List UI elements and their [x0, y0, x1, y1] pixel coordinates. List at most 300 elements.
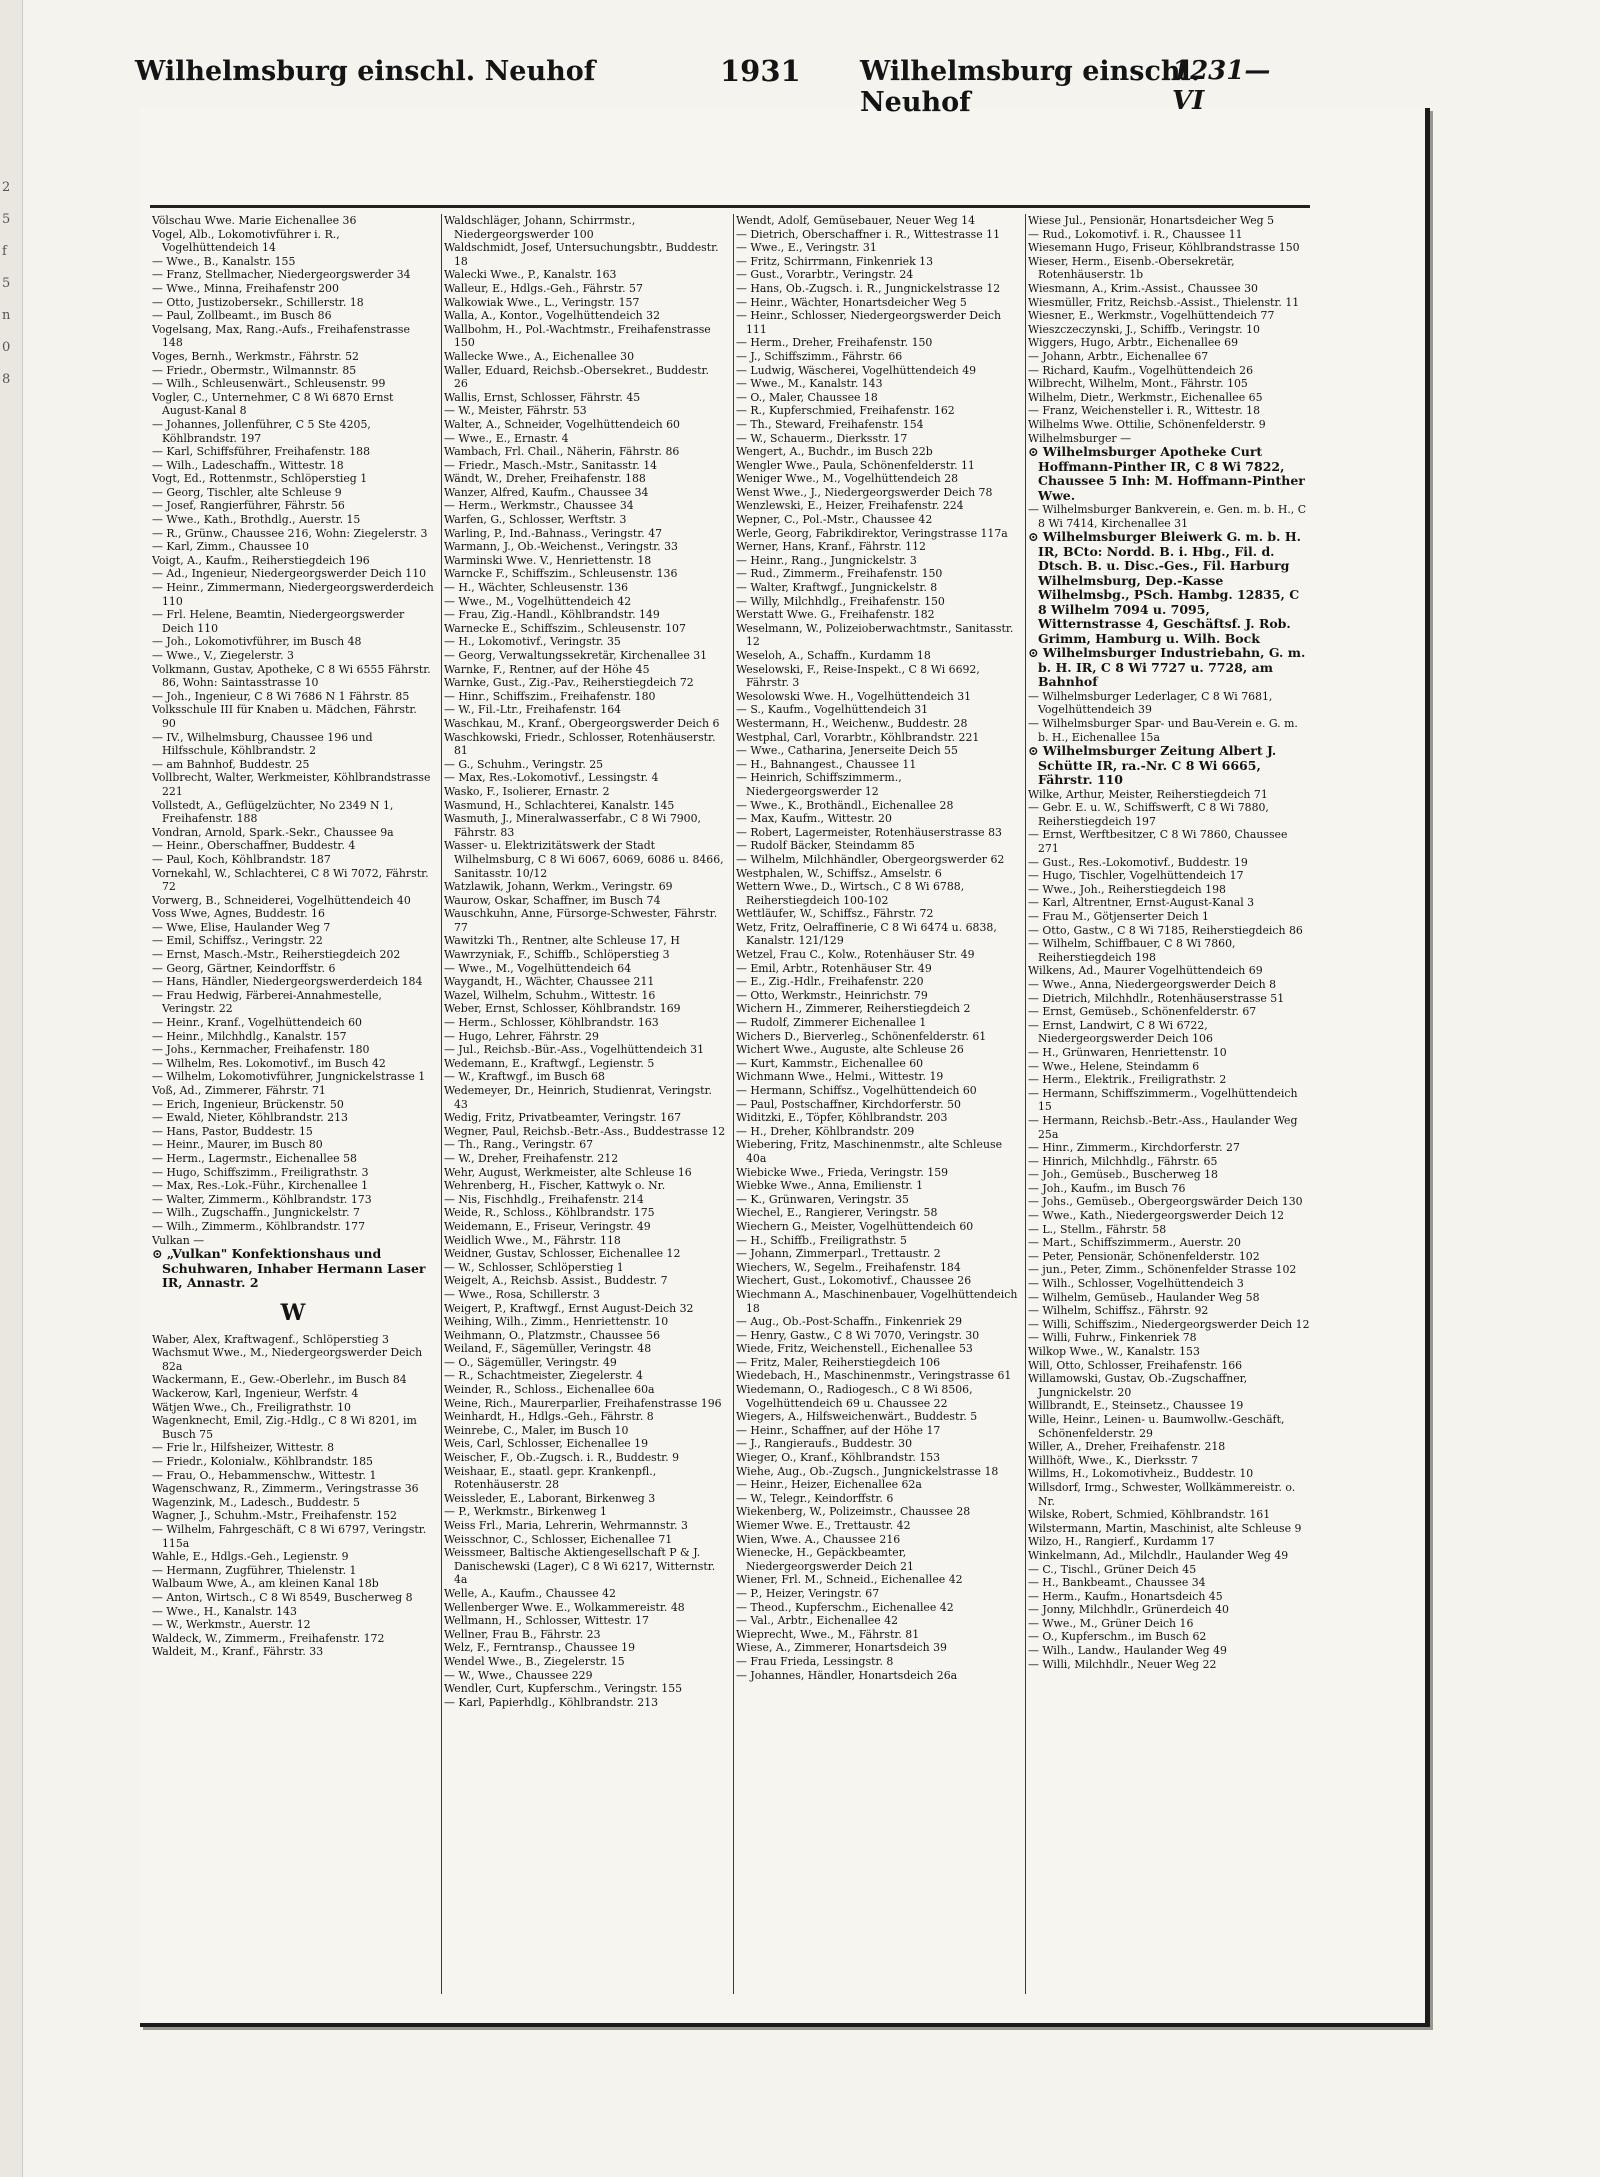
directory-entry: — Friedr., Masch.-Mstr., Sanitasstr. 14: [444, 458, 658, 472]
directory-entry: — Karl, Zimm., Chaussee 10: [152, 540, 309, 554]
directory-entry: Waller, Eduard, Reichsb.-Obersekret., Buddestr. 26: [444, 363, 709, 391]
directory-entry: — Jonny, Milchhdlr., Grünerdeich 40: [1028, 1603, 1229, 1617]
directory-entry: Wawitzki Th., Rentner, alte Schleuse 17, H: [444, 934, 680, 948]
directory-entry: Wichers D., Bierverleg., Schönenfelderstr. 61: [736, 1029, 987, 1043]
directory-entry: — Gust., Res.-Lokomotivf., Buddestr. 19: [1028, 855, 1248, 869]
directory-entry: Wienecke, H., Gepäckbeamter, Niedergeorgswerder Deich 21: [736, 1546, 914, 1573]
directory-entry: Waschkowski, Friedr., Schlosser, Rotenhäuserstr. 81: [444, 730, 716, 758]
directory-entry: Wiechert, Gust., Lokomotivf., Chaussee 26: [736, 1274, 972, 1288]
directory-entry: Wendt, Adolf, Gemüsebauer, Neuer Weg 14: [736, 214, 975, 227]
directory-entry: Voss Wwe, Agnes, Buddestr. 16: [152, 907, 325, 921]
directory-entry: Wagenzink, M., Ladesch., Buddestr. 5: [152, 1495, 360, 1509]
edge-fragment: 2: [2, 180, 11, 195]
directory-entry: — Heinr., Zimmermann, Niedergeorgswerderdeich 110: [152, 581, 434, 608]
directory-entry: Wilhelmsburger —: [1028, 431, 1131, 445]
directory-entry: Wiebke Wwe., Anna, Emilienstr. 1: [736, 1179, 924, 1193]
directory-entry: Vogel, Alb., Lokomotivführer i. R., Vogelhüttendeich 14: [152, 227, 340, 255]
directory-entry: Wieszczeczynski, J., Schiffb., Veringstr. 10: [1028, 322, 1260, 336]
directory-entry: — Hans, Ob.-Zugsch. i. R., Jungnickelstrasse 12: [736, 281, 1001, 295]
directory-entry: — Hans, Pastor, Buddestr. 15: [152, 1124, 313, 1138]
header-year: 1931: [720, 54, 801, 88]
directory-entry: — Wwe., Rosa, Schillerstr. 3: [444, 1287, 600, 1301]
directory-entry: — W., Dreher, Freihafenstr. 212: [444, 1151, 619, 1165]
directory-entry: — Max, Res.-Lok.-Führ., Kirchenallee 1: [152, 1179, 369, 1193]
directory-entry: — O., Sägemüller, Veringstr. 49: [444, 1355, 617, 1369]
directory-entry: Werle, Georg, Fabrikdirektor, Veringstrasse 117a: [736, 526, 1008, 540]
directory-entry: Weihmann, O., Platzmstr., Chaussee 56: [444, 1328, 661, 1342]
directory-entry: — Heinr., Heizer, Eichenallee 62a: [736, 1478, 922, 1492]
directory-entry: — Georg, Gärtner, Keindorffstr. 6: [152, 961, 336, 975]
directory-entry: — Wwe., M., Vogelhüttendeich 42: [444, 594, 632, 608]
directory-entry: — Friedr., Kolonialw., Köhlbrandstr. 185: [152, 1454, 373, 1468]
directory-entry: Wiesmann, A., Krim.-Assist., Chaussee 30: [1028, 281, 1258, 295]
directory-entry: Waschkau, M., Kranf., Obergeorgswerder Deich 6: [444, 716, 720, 730]
directory-entry: Wiechers, W., Segelm., Freihafenstr. 184: [736, 1260, 961, 1274]
directory-entry: — Josef, Rangierführer, Fährstr. 56: [152, 499, 345, 513]
directory-entry: Warnke, Gust., Zig.-Pav., Reiherstiegdeich 72: [444, 676, 694, 690]
directory-entry: Wellner, Frau B., Fährstr. 23: [444, 1627, 601, 1641]
directory-entry: — Ernst, Landwirt, C 8 Wi 6722, Niedergeorgswerder Deich 106: [1028, 1018, 1213, 1046]
directory-entry: Wätjen Wwe., Ch., Freiligrathstr. 10: [152, 1400, 351, 1414]
directory-entry: — Franz, Stellmacher, Niedergeorgswerder 34: [152, 268, 411, 282]
directory-entry: Wasmuth, J., Mineralwasserfabr., C 8 Wi 7900, Fährstr. 83: [444, 812, 702, 839]
directory-entry: — Wilh., Ladeschaffn., Wittestr. 18: [152, 458, 344, 472]
directory-entry: — Karl, Papierhdlg., Köhlbrandstr. 213: [444, 1695, 659, 1709]
column-2: [444, 214, 726, 1994]
directory-entry: — Franz, Weichensteller i. R., Wittestr. 18: [1028, 404, 1261, 418]
directory-entry: Wiesner, E., Werkmstr., Vogelhüttendeich 77: [1028, 309, 1275, 323]
directory-entry: Wilkens, Ad., Maurer Vogelhüttendeich 69: [1028, 964, 1263, 978]
directory-entry: Voigt, A., Kaufm., Reiherstiegdeich 196: [152, 553, 370, 567]
directory-entry: — H., Schiffb., Freiligrathstr. 5: [736, 1233, 907, 1247]
directory-entry: — Hugo, Schiffszimm., Freiligrathstr. 3: [152, 1165, 369, 1179]
directory-entry: — Fritz, Schirrmann, Finkenriek 13: [736, 254, 934, 268]
directory-entry: — Hinrich, Milchhdlg., Fährstr. 65: [1028, 1154, 1218, 1168]
directory-entry: Wichert Wwe., Auguste, alte Schleuse 26: [736, 1043, 964, 1057]
directory-entry: Walter, A., Schneider, Vogelhüttendeich 60: [444, 417, 680, 431]
directory-entry: Waldeit, M., Kranf., Fährstr. 33: [152, 1645, 324, 1659]
directory-entry: — Frau, Zig.-Handl., Köhlbrandstr. 149: [444, 608, 660, 622]
directory-entry: Weinder, R., Schloss., Eichenallee 60a: [444, 1383, 655, 1397]
section-letter: W: [280, 1299, 306, 1326]
directory-entry: — Wwe., M., Grüner Deich 16: [1028, 1616, 1194, 1630]
directory-entry: Watzlawik, Johann, Werkm., Veringstr. 69: [444, 880, 673, 894]
directory-entry: Wilke, Arthur, Meister, Reiherstiegdeich 71: [1028, 787, 1268, 801]
directory-entry: ⊙ Wilhelmsburger Bleiwerk G. m. b. H. IR, BCto: Nordd. B. i. Hbg., Fil. d. Dtsch. B. u. Disc.-Ges., Fil. Harburg Wilhelmsburg, Dep.-Kasse Wilhelmsbg., PSch. Hambg. 12835, C 8 Wilhelm 7094 u. 7095, Witternstrasse 4, Geschäftsf. J. Rob. Grimm, Hamburg u. Wilh. Bock: [1028, 529, 1302, 646]
directory-entry: Wengler Wwe., Paula, Schönenfelderstr. 11: [736, 458, 975, 472]
directory-entry: — Wwe., Kath., Niedergeorgswerder Deich 12: [1028, 1209, 1285, 1223]
directory-entry: Wasko, F., Isolierer, Ernastr. 2: [444, 784, 610, 798]
directory-entry: — Hugo, Lehrer, Fährstr. 29: [444, 1029, 599, 1043]
directory-entry: Wahle, E., Hdlgs.-Geh., Legienstr. 9: [152, 1550, 349, 1564]
directory-entry: — Herm., Schlosser, Köhlbrandstr. 163: [444, 1016, 659, 1030]
directory-entry: Wellmann, H., Schlosser, Wittestr. 17: [444, 1614, 649, 1628]
directory-entry: — W., Wwe., Chaussee 229: [444, 1668, 593, 1682]
directory-entry: Wedemann, E., Kraftwgf., Legienstr. 5: [444, 1056, 655, 1070]
directory-entry: Westermann, H., Weichenw., Buddestr. 28: [736, 716, 968, 730]
directory-entry: — Wwe., M., Kanalstr. 143: [736, 377, 883, 391]
directory-entry: — Karl, Schiffsführer, Freihafenstr. 188: [152, 445, 370, 459]
directory-entry: Wilske, Robert, Schmied, Köhlbrandstr. 161: [1028, 1508, 1271, 1522]
directory-entry: Waldschläger, Johann, Schirrmstr., Niedergeorgswerder 100: [444, 214, 636, 241]
directory-entry: — Gust., Vorarbtr., Veringstr. 24: [736, 268, 914, 282]
directory-entry: — Paul, Postschaffner, Kirchdorferstr. 50: [736, 1097, 961, 1111]
directory-entry: — Emil, Arbtr., Rotenhäuser Str. 49: [736, 961, 932, 975]
directory-entry: Weiss Frl., Maria, Lehrerin, Wehrmannstr. 3: [444, 1519, 688, 1532]
directory-entry: — Wwe., Catharina, Jenerseite Deich 55: [736, 744, 958, 758]
directory-entry: — H., Wächter, Schleusenstr. 136: [444, 581, 629, 595]
directory-entry: Wilhelm, Dietr., Werkmstr., Eichenallee 65: [1028, 390, 1263, 404]
directory-entry: Wilbrecht, Wilhelm, Mont., Fährstr. 105: [1028, 377, 1248, 391]
directory-entry: — Ernst, Werftbesitzer, C 8 Wi 7860, Chaussee 271: [1028, 828, 1288, 856]
directory-entry: Vogelsang, Max, Rang.-Aufs., Freihafenstrasse 148: [152, 322, 410, 350]
directory-entry: — Georg, Tischler, alte Schleuse 9: [152, 485, 342, 499]
directory-entry: — E., Zig.-Hdlr., Freihafenstr. 220: [736, 975, 924, 989]
directory-entry: Wilhelms Wwe. Ottilie, Schönenfelderstr. 9: [1028, 417, 1266, 431]
directory-entry: — Frl. Helene, Beamtin, Niedergeorgswerder Deich 110: [152, 608, 405, 635]
directory-entry: — J., Schiffszimm., Fährstr. 66: [736, 349, 903, 363]
header-left-title: Wilhelmsburg einschl. Neuhof: [135, 56, 596, 87]
edge-fragment: 8: [2, 372, 11, 387]
directory-entry: — Heinr., Oberschaffner, Buddestr. 4: [152, 839, 356, 853]
directory-entry: ⊙ „Vulkan" Konfektionshaus und Schuhwaren, Inhaber Hermann Laser IR, Annastr. 2: [152, 1246, 426, 1291]
directory-entry: Warminski Wwe. V., Henriettenstr. 18: [444, 553, 652, 567]
directory-entry: Wieprecht, Wwe., M., Fährstr. 81: [736, 1627, 920, 1641]
directory-entry: — Willi, Fuhrw., Finkenriek 78: [1028, 1331, 1197, 1345]
directory-entry: Wiener, Frl. M., Schneid., Eichenallee 42: [736, 1573, 963, 1587]
directory-entry: Winkelmann, Ad., Milchdlr., Haulander Weg 49: [1028, 1548, 1289, 1562]
directory-entry: — Frau Hedwig, Färberei-Annahmestelle, Veringstr. 22: [152, 988, 382, 1016]
directory-entry: Wagner, J., Schuhm.-Mstr., Freihafenstr. 152: [152, 1509, 397, 1523]
directory-entry: Wiebicke Wwe., Frieda, Veringstr. 159: [736, 1165, 949, 1179]
directory-entry: Wiegers, A., Hilfsweichenwärt., Buddestr. 5: [736, 1410, 978, 1424]
directory-entry: — Wwe., B., Kanalstr. 155: [152, 254, 296, 268]
directory-entry: — Hermann, Schiffsz., Vogelhüttendeich 60: [736, 1084, 977, 1097]
directory-entry: Weselmann, W., Polizeioberwachtmstr., Sanitasstr. 12: [736, 621, 1014, 649]
directory-entry: Wedemeyer, Dr., Heinrich, Studienrat, Veringstr. 43: [444, 1084, 712, 1111]
directory-entry: — Hermann, Schiffszimmerm., Vogelhüttendeich 15: [1028, 1086, 1298, 1114]
directory-entry: — Wwe., Kath., Brothdlg., Auerstr. 15: [152, 513, 361, 527]
directory-entry: Weis, Carl, Schlosser, Eichenallee 19: [444, 1437, 649, 1451]
directory-entry: — Th., Steward, Freihafenstr. 154: [736, 417, 924, 431]
directory-entry: — Ernst, Masch.-Mstr., Reiherstiegdeich 202: [152, 948, 401, 962]
directory-entry: Walbaum Wwe, A., am kleinen Kanal 18b: [152, 1577, 379, 1591]
directory-columns: [152, 214, 1312, 1994]
directory-entry: — Frau M., Götjenserter Deich 1: [1028, 910, 1209, 923]
directory-entry: Wille, Heinr., Leinen- u. Baumwollw.-Geschäft, Schönenfelderstr. 29: [1028, 1412, 1285, 1440]
directory-entry: Wallis, Ernst, Schlosser, Fährstr. 45: [444, 390, 641, 404]
directory-entry: Voß, Ad., Zimmerer, Fährstr. 71: [152, 1084, 326, 1097]
directory-entry: Völschau Wwe. Marie Eichenallee 36: [152, 214, 357, 227]
directory-entry: Wichern H., Zimmerer, Reiherstiegdeich 2: [736, 1002, 971, 1016]
directory-entry: Weishaar, E., staatl. gepr. Krankenpfl., Rotenhäuserstr. 28: [444, 1464, 657, 1492]
directory-entry: — Val., Arbtr., Eichenallee 42: [736, 1614, 899, 1628]
directory-entry: Waygandt, H., Wächter, Chaussee 211: [444, 975, 655, 989]
directory-entry: Wazel, Wilhelm, Schuhm., Wittestr. 16: [444, 988, 656, 1002]
directory-entry: — Wwe., H., Kanalstr. 143: [152, 1604, 297, 1618]
directory-entry: — Hans, Händler, Niedergeorgswerderdeich 184: [152, 975, 423, 989]
directory-entry: — Johann, Zimmerparl., Trettaustr. 2: [736, 1247, 941, 1261]
directory-entry: Wellenberger Wwe. E., Wolkammereistr. 48: [444, 1600, 685, 1614]
directory-entry: Wiesemann Hugo, Friseur, Köhlbrandstrasse 150: [1028, 241, 1300, 255]
edge-fragment: n: [2, 308, 11, 323]
header-rule: [150, 205, 1310, 208]
directory-entry: — Jul., Reichsb.-Bür.-Ass., Vogelhüttendeich 31: [444, 1043, 705, 1057]
directory-entry: Wiese Jul., Pensionär, Honartsdeicher Weg 5: [1028, 214, 1275, 227]
directory-entry: — Gebr. E. u. W., Schiffswerft, C 8 Wi 7880, Reiherstiegdeich 197: [1028, 801, 1269, 828]
directory-entry: — R., Kupferschmied, Freihafenstr. 162: [736, 404, 955, 418]
directory-entry: Wengert, A., Buchdr., im Busch 22b: [736, 445, 933, 459]
directory-entry: Westphal, Carl, Vorarbtr., Köhlbrandstr. 221: [736, 730, 980, 744]
directory-entry: Westphalen, W., Schiffsz., Amselstr. 6: [736, 866, 942, 880]
directory-entry: Wawrzyniak, F., Schiffb., Schlöperstieg 3: [444, 948, 670, 962]
directory-entry: — Wilh., Zugschaffn., Jungnickelstr. 7: [152, 1206, 360, 1220]
directory-entry: — Wilhelm, Gemüseb., Haulander Weg 58: [1028, 1290, 1260, 1304]
directory-entry: — Heinr., Wächter, Honartsdeicher Weg 5: [736, 295, 967, 309]
directory-entry: — G., Schuhm., Veringstr. 25: [444, 757, 604, 771]
directory-entry: — Richard, Kaufm., Vogelhüttendeich 26: [1028, 363, 1254, 377]
directory-entry: Weidemann, E., Friseur, Veringstr. 49: [444, 1219, 651, 1233]
directory-entry: Walkowiak Wwe., L., Veringstr. 157: [444, 295, 640, 309]
directory-entry: — Mart., Schiffszimmerm., Auerstr. 20: [1028, 1236, 1241, 1250]
directory-entry: — W., Fil.-Ltr., Freihafenstr. 164: [444, 703, 622, 717]
directory-entry: — Wilh., Zimmerm., Köhlbrandstr. 177: [152, 1219, 366, 1233]
directory-entry: — Rudolf Bäcker, Steindamm 85: [736, 839, 915, 853]
directory-entry: — Wilhelm, Schiffsz., Fährstr. 92: [1028, 1304, 1209, 1318]
directory-entry: — W., Schauerm., Dierksstr. 17: [736, 431, 908, 445]
directory-entry: ⊙ Wilhelmsburger Industriebahn, G. m. b. H. IR, C 8 Wi 7727 u. 7728, am Bahnhof: [1028, 645, 1306, 690]
directory-entry: Wiechel, E., Rangierer, Veringstr. 58: [736, 1206, 938, 1220]
directory-entry: Walecki Wwe., P., Kanalstr. 163: [444, 268, 617, 282]
directory-entry: — Max, Kaufm., Wittestr. 20: [736, 812, 892, 826]
directory-entry: — Karl, Altrentner, Ernst-August-Kanal 3: [1028, 896, 1255, 910]
directory-entry: Wagenknecht, Emil, Zig.-Hdlg., C 8 Wi 8201, im Busch 75: [152, 1414, 417, 1441]
directory-entry: Weisschnor, C., Schlosser, Eichenallee 71: [444, 1532, 673, 1546]
directory-entry: Wehrenberg, H., Fischer, Kattwyk o. Nr.: [444, 1179, 666, 1193]
directory-entry: Werstatt Wwe. G., Freihafenstr. 182: [736, 608, 935, 622]
directory-entry: — Joh., Gemüseb., Buscherweg 18: [1028, 1168, 1218, 1182]
directory-entry: ⊙ Wilhelmsburger Apotheke Curt Hoffmann-Pinther IR, C 8 Wi 7822, Chaussee 5 Inh: M. Hoffmann-Pinther Wwe.: [1028, 444, 1305, 503]
directory-entry: — R., Schachtmeister, Ziegelerstr. 4: [444, 1369, 643, 1383]
directory-entry: — Heinr., Schaffner, auf der Höhe 17: [736, 1423, 941, 1437]
directory-entry: — H., Lokomotivf., Veringstr. 35: [444, 635, 621, 649]
directory-entry: Wiggers, Hugo, Arbtr., Eichenallee 69: [1028, 336, 1239, 350]
directory-entry: — W., Telegr., Keindorffstr. 6: [736, 1491, 894, 1505]
column-3: [736, 214, 1018, 1994]
directory-entry: Walleur, E., Hdlgs.-Geh., Fährstr. 57: [444, 281, 643, 295]
directory-entry: — Heinr., Milchhdlg., Kanalstr. 157: [152, 1029, 347, 1043]
directory-entry: — Kurt, Kammstr., Eichenallee 60: [736, 1056, 924, 1070]
directory-entry: Wieger, O., Kranf., Köhlbrandstr. 153: [736, 1451, 941, 1465]
directory-entry: Wilzo, H., Rangierf., Kurdamm 17: [1028, 1535, 1215, 1549]
directory-entry: Vulkan —: [152, 1233, 205, 1247]
directory-entry: — Wwe., Anna, Niedergeorgswerder Deich 8: [1028, 977, 1277, 991]
directory-entry: Wiechmann A., Maschinenbauer, Vogelhüttendeich 18: [736, 1287, 1018, 1315]
directory-entry: Weihing, Wilh., Zimm., Henriettenstr. 10: [444, 1315, 669, 1329]
directory-entry: — Ludwig, Wäscherei, Vogelhüttendeich 49: [736, 363, 977, 377]
directory-entry: — Henry, Gastw., C 8 Wi 7070, Veringstr. 30: [736, 1328, 980, 1342]
directory-entry: Wiehe, Aug., Ob.-Zugsch., Jungnickelstrasse 18: [736, 1464, 999, 1478]
directory-entry: Wauschkuhn, Anne, Fürsorge-Schwester, Fährstr. 77: [444, 907, 718, 934]
directory-entry: — Herm., Dreher, Freihafenstr. 150: [736, 336, 933, 350]
directory-entry: Wasmund, H., Schlachterei, Kanalstr. 145: [444, 798, 675, 812]
directory-entry: — Willi, Schiffszim., Niedergeorgswerder Deich 12: [1028, 1317, 1310, 1331]
directory-entry: — H., Grünwaren, Henriettenstr. 10: [1028, 1045, 1227, 1059]
directory-entry: — Joh., Lokomotivführer, im Busch 48: [152, 635, 362, 649]
directory-entry: Wepner, C., Pol.-Mstr., Chaussee 42: [736, 513, 933, 527]
directory-entry: Wiedemann, O., Radiogesch., C 8 Wi 8506, Vogelhüttendeich 69 u. Chaussee 22: [736, 1383, 973, 1410]
directory-entry: Wachsmut Wwe., M., Niedergeorgswerder Deich 82a: [152, 1346, 423, 1373]
directory-entry: — Wilhelm, Schiffbauer, C 8 Wi 7860, Reiherstiegdeich 198: [1028, 937, 1236, 964]
directory-entry: — Wilhelm, Res. Lokomotivf., im Busch 42: [152, 1056, 386, 1070]
directory-entry: Warfen, G., Schlosser, Werftstr. 3: [444, 513, 627, 527]
directory-entry: Willhöft, Wwe., K., Dierksstr. 7: [1028, 1453, 1199, 1467]
directory-entry: — H., Bahnangest., Chaussee 11: [736, 757, 917, 771]
directory-entry: Willamowski, Gustav, Ob.-Zugschaffner, Jungnickelstr. 20: [1028, 1372, 1248, 1399]
directory-entry: — Anton, Wirtsch., C 8 Wi 8549, Buscherweg 8: [152, 1590, 413, 1604]
directory-entry: — Th., Rang., Veringstr. 67: [444, 1138, 594, 1152]
directory-entry: — Frie lr., Hilfsheizer, Wittestr. 8: [152, 1441, 335, 1455]
directory-entry: Wagenschwanz, R., Zimmerm., Veringstrasse 36: [152, 1482, 419, 1496]
directory-entry: — Otto, Werkmstr., Heinrichstr. 79: [736, 988, 928, 1002]
directory-entry: Wiese, A., Zimmerer, Honartsdeich 39: [736, 1641, 947, 1655]
directory-entry: — Walter, Zimmerm., Köhlbrandstr. 173: [152, 1192, 372, 1206]
directory-entry: — Wwe, Elise, Haulander Weg 7: [152, 920, 331, 934]
directory-entry: — Wilh., Schleusenwärt., Schleusenstr. 99: [152, 377, 386, 391]
directory-entry: — Wilhelmsburger Spar- und Bau-Verein e. G. m. b. H., Eichenallee 15a: [1028, 716, 1298, 744]
directory-entry: Willbrandt, E., Steinsetz., Chaussee 19: [1028, 1399, 1244, 1413]
directory-entry: — L., Stellm., Fährstr. 58: [1028, 1222, 1167, 1236]
directory-entry: Willer, A., Dreher, Freihafenstr. 218: [1028, 1440, 1226, 1454]
directory-entry: Wendler, Curt, Kupferschm., Veringstr. 155: [444, 1682, 683, 1696]
directory-entry: — Joh., Kaufm., im Busch 76: [1028, 1181, 1186, 1195]
directory-entry: Vorwerg, B., Schneiderei, Vogelhüttendeich 40: [152, 893, 411, 907]
directory-entry: Wendel Wwe., B., Ziegelerstr. 15: [444, 1654, 625, 1668]
directory-entry: — W., Kraftwgf., im Busch 68: [444, 1070, 605, 1084]
directory-entry: Weissleder, E., Laborant, Birkenweg 3: [444, 1491, 656, 1505]
directory-entry: — Frau Frieda, Lessingstr. 8: [736, 1654, 894, 1668]
directory-entry: Warmann, J., Ob.-Weichenst., Veringstr. 33: [444, 540, 678, 554]
running-header: [0, 0, 1280, 118]
directory-entry: — K., Grünwaren, Veringstr. 35: [736, 1192, 909, 1206]
directory-entry: Wändt, W., Dreher, Freihafenstr. 188: [444, 472, 646, 486]
directory-entry: — Heinr., Kranf., Vogelhüttendeich 60: [152, 1016, 362, 1030]
directory-entry: Werner, Hans, Kranf., Fährstr. 112: [736, 540, 926, 554]
directory-entry: Wehr, August, Werkmeister, alte Schleuse 16: [444, 1165, 692, 1179]
directory-entry: — Willy, Milchhdlg., Freihafenstr. 150: [736, 594, 945, 608]
directory-entry: — R., Grünw., Chaussee 216, Wohn: Ziegelerstr. 3: [152, 526, 428, 540]
directory-entry: — Johs., Kernmacher, Freihafenstr. 180: [152, 1043, 370, 1057]
directory-entry: Warnecke E., Schiffszim., Schleusenstr. 107: [444, 621, 686, 635]
directory-entry: Weidner, Gustav, Schlosser, Eichenallee 12: [444, 1247, 681, 1261]
directory-entry: Wilkop Wwe., W., Kanalstr. 153: [1028, 1345, 1200, 1358]
directory-entry: — Heinr., Schlosser, Niedergeorgswerder Deich 111: [736, 309, 1002, 336]
directory-entry: — Dietrich, Milchhdlr., Rotenhäuserstrasse 51: [1028, 991, 1285, 1005]
directory-entry: — Wwe., V., Ziegelerstr. 3: [152, 649, 294, 662]
directory-entry: — Ad., Ingenieur, Niedergeorgswerder Deich 110: [152, 567, 427, 581]
directory-entry: Wackermann, E., Gew.-Oberlehr., im Busch 84: [152, 1373, 407, 1387]
directory-entry: Wiedebach, H., Maschinenmstr., Veringstrasse 61: [736, 1369, 1012, 1383]
directory-entry: — Rud., Lokomotivf. i. R., Chaussee 11: [1028, 227, 1243, 241]
directory-entry: Weber, Ernst, Schlosser, Köhlbrandstr. 169: [444, 1002, 681, 1016]
edge-fragment: 0: [2, 340, 11, 355]
directory-entry: Weine, Rich., Maurerparlier, Freihafenstrasse 196: [444, 1396, 722, 1410]
directory-entry: — Erich, Ingenieur, Brückenstr. 50: [152, 1097, 344, 1111]
directory-entry: — O., Kupferschm., im Busch 62: [1028, 1630, 1207, 1644]
directory-entry: — P., Heizer, Veringstr. 67: [736, 1586, 880, 1600]
directory-entry: — S., Kaufm., Vogelhüttendeich 31: [736, 703, 929, 717]
column-4: [1028, 214, 1310, 1994]
directory-entry: — Nis, Fischhdlg., Freihafenstr. 214: [444, 1192, 644, 1206]
directory-entry: — Herm., Elektrik., Freiligrathstr. 2: [1028, 1073, 1227, 1087]
directory-entry: Volkmann, Gustav, Apotheke, C 8 Wi 6555 Fährstr. 86, Wohn: Saintasstrasse 10: [152, 662, 431, 690]
directory-entry: — Max, Res.-Lokomotivf., Lessingstr. 4: [444, 771, 659, 785]
directory-entry: Wetzel, Frau C., Kolw., Rotenhäuser Str. 49: [736, 948, 975, 962]
directory-entry: Vollstedt, A., Geflügelzüchter, No 2349 N 1, Freihafenstr. 188: [152, 798, 394, 826]
directory-entry: — IV., Wilhelmsburg, Chaussee 196 und Hilfsschule, Köhlbrandstr. 2: [152, 730, 373, 758]
directory-entry: — Robert, Lagermeister, Rotenhäuserstrasse 83: [736, 825, 1002, 839]
directory-entry: — Hermann, Zugführer, Thielenstr. 1: [152, 1563, 357, 1577]
directory-entry: — Frau, O., Hebammenschw., Wittestr. 1: [152, 1468, 377, 1482]
directory-entry: Weigert, P., Kraftwgf., Ernst August-Deich 32: [444, 1301, 694, 1315]
directory-entry: Wesolowski Wwe. H., Vogelhüttendeich 31: [736, 689, 972, 703]
directory-entry: Weseloh, A., Schaffn., Kurdamm 18: [736, 649, 931, 662]
directory-entry: — Rudolf, Zimmerer Eichenallee 1: [736, 1016, 927, 1030]
directory-entry: Willms, H., Lokomotivheiz., Buddestr. 10: [1028, 1467, 1254, 1481]
directory-entry: — Johs., Gemüseb., Obergeorgswärder Deich 130: [1028, 1195, 1303, 1209]
directory-entry: — W., Werkmstr., Auerstr. 12: [152, 1618, 311, 1632]
directory-entry: Warncke F., Schiffszim., Schleusenstr. 136: [444, 567, 678, 581]
directory-entry: Warling, P., Ind.-Bahnass., Veringstr. 47: [444, 526, 663, 540]
directory-entry: Wiemer Wwe. E., Trettaustr. 42: [736, 1519, 911, 1532]
directory-entry: Weidlich Wwe., M., Fährstr. 118: [444, 1233, 621, 1247]
edge-fragment: 5: [2, 276, 11, 291]
directory-entry: — Friedr., Obermstr., Wilmannstr. 85: [152, 363, 357, 377]
directory-entry: — H., Bankbeamt., Chaussee 34: [1028, 1576, 1206, 1590]
directory-entry: — Wilhelmsburger Lederlager, C 8 Wi 7681, Vogelhüttendeich 39: [1028, 689, 1273, 717]
directory-entry: Walla, A., Kontor., Vogelhüttendeich 32: [444, 309, 661, 323]
directory-entry: Weischer, F., Ob.-Zugsch. i. R., Buddestr. 9: [444, 1451, 680, 1465]
directory-entry: — Wilhelmsburger Bankverein, e. Gen. m. b. H., C 8 Wi 7414, Kirchenallee 31: [1028, 503, 1307, 530]
directory-entry: Volksschule III für Knaben u. Mädchen, Fährstr. 90: [152, 703, 417, 730]
directory-entry: — O., Maler, Chaussee 18: [736, 390, 878, 404]
directory-entry: — Hugo, Tischler, Vogelhüttendeich 17: [1028, 869, 1244, 883]
directory-entry: — Wwe., Minna, Freihafenstr 200: [152, 281, 339, 295]
directory-entry: Wiesmüller, Fritz, Reichsb.-Assist., Thielenstr. 11: [1028, 295, 1300, 309]
directory-entry: — Aug., Ob.-Post-Schaffn., Finkenriek 29: [736, 1315, 963, 1329]
directory-entry: — Wwe., Joh., Reiherstiegdeich 198: [1028, 882, 1226, 896]
previous-page-edge: [0, 0, 23, 2177]
directory-entry: Wichmann Wwe., Helmi., Wittestr. 19: [736, 1070, 944, 1084]
directory-entry: — am Bahnhof, Buddestr. 25: [152, 757, 310, 771]
directory-entry: — Otto, Gastw., C 8 Wi 7185, Reiherstiegdeich 86: [1028, 923, 1303, 937]
directory-entry: — Heinrich, Schiffszimmerm., Niedergeorgswerder 12: [736, 771, 902, 798]
directory-entry: — Herm., Lagermstr., Eichenallee 58: [152, 1151, 357, 1165]
directory-entry: Welz, F., Ferntransp., Chaussee 19: [444, 1641, 636, 1655]
directory-entry: — Wilh., Landw., Haulander Weg 49: [1028, 1644, 1227, 1658]
directory-entry: Wenzlewski, E., Heizer, Freihafenstr. 224: [736, 499, 964, 513]
directory-entry: — Otto, Justizobersekr., Schillerstr. 18: [152, 295, 364, 309]
directory-entry: — Herm., Werkmstr., Chaussee 34: [444, 499, 634, 513]
directory-entry: Weide, R., Schloss., Köhlbrandstr. 175: [444, 1206, 655, 1220]
directory-entry: Weiland, F., Sägemüller, Veringstr. 48: [444, 1342, 652, 1356]
directory-entry: — Heinr., Maurer, im Busch 80: [152, 1138, 323, 1152]
directory-entry: — Wilhelm, Fahrgeschäft, C 8 Wi 6797, Veringstr. 115a: [152, 1522, 427, 1550]
edge-fragment: f: [2, 244, 7, 259]
directory-entry: Wettläufer, W., Schiffsz., Fährstr. 72: [736, 907, 934, 921]
directory-entry: Waldeck, W., Zimmerm., Freihafenstr. 172: [152, 1631, 385, 1645]
directory-entry: Wegner, Paul, Reichsb.-Betr.-Ass., Buddestrasse 12: [444, 1124, 726, 1138]
